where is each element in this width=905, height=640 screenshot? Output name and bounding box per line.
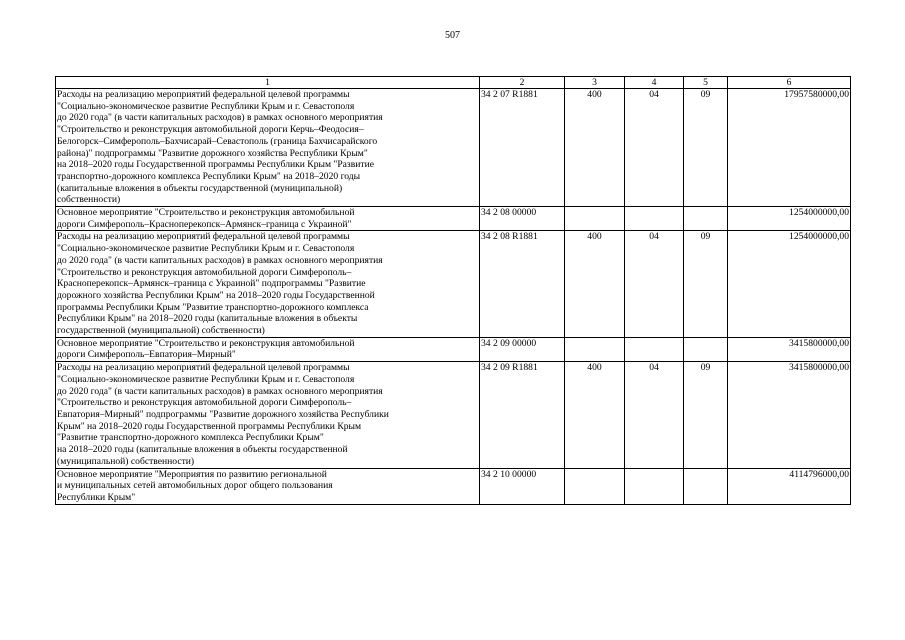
row-col-3 bbox=[565, 207, 625, 231]
row-amount: 3415800000,00 bbox=[728, 362, 851, 468]
budget-table bbox=[55, 76, 851, 505]
row-code: 34 2 09 R1881 bbox=[480, 362, 565, 468]
row-amount: 1254000000,00 bbox=[728, 207, 851, 231]
row-col-5: 09 bbox=[684, 231, 728, 337]
header-col-5: 5 bbox=[684, 77, 728, 89]
row-col-5: 09 bbox=[684, 89, 728, 207]
row-col-3: 400 bbox=[565, 89, 625, 207]
row-code: 34 2 10 00000 bbox=[480, 468, 565, 504]
table-row bbox=[56, 231, 851, 337]
header-col-2: 2 bbox=[480, 77, 565, 89]
row-col-3: 400 bbox=[565, 231, 625, 337]
row-code: 34 2 08 00000 bbox=[480, 207, 565, 231]
row-description: Основное мероприятие "Строительство и реконструкция автомобильной дороги Симферополь–Красноперекопск–Армянск–граница с Украиной" bbox=[56, 207, 480, 231]
row-amount: 1254000000,00 bbox=[728, 231, 851, 337]
row-code: 34 2 08 R1881 bbox=[480, 231, 565, 337]
row-description: Расходы на реализацию мероприятий федеральной целевой программы "Социально-экономическое развитие Республики Крым и г. Севастополя до 2020 года" (в части капитальных расходов) в рамках основного мероприятия "Строительство и реконструкция автомобильной дороги Симферополь– Евпатория–Мирный" подпрограммы "Развитие дорожного хозяйства Республики Крым" на 2018–2020 годы Государственной программы Республики Крым "Развитие транспортно-дорожного комплекса Республики Крым" на 2018–2020 годы (капитальные вложения в объекты государственной (муниципальной) собственности) bbox=[56, 362, 480, 468]
page-number: 507 bbox=[445, 30, 460, 41]
table-row bbox=[56, 207, 851, 231]
row-col-3 bbox=[565, 337, 625, 361]
row-col-3 bbox=[565, 468, 625, 504]
row-col-5 bbox=[684, 468, 728, 504]
row-description: Расходы на реализацию мероприятий федеральной целевой программы "Социально-экономическое развитие Республики Крым и г. Севастополя до 2020 года" (в части капитальных расходов) в рамках основного мероприятия "Строительство и реконструкция автомобильной дороги Керчь–Феодосия– Белогорск–Симферополь–Бахчисарай–Севастополь (граница Бахчисарайского района)" подпрограммы "Развитие дорожного хозяйства Республики Крым" на 2018–2020 годы Государственной программы Республики Крым "Развитие транспортно-дорожного комплекса Республики Крым" на 2018–2020 годы (капитальные вложения в объекты государственной (муниципальной) собственности) bbox=[56, 89, 480, 207]
row-col-4: 04 bbox=[625, 362, 684, 468]
row-description: Основное мероприятие "Строительство и реконструкция автомобильной дороги Симферополь–Евпатория–Мирный" bbox=[56, 337, 480, 361]
header-col-1: 1 bbox=[56, 77, 480, 89]
row-code: 34 2 09 00000 bbox=[480, 337, 565, 361]
row-col-5: 09 bbox=[684, 362, 728, 468]
row-col-4 bbox=[625, 337, 684, 361]
row-col-3: 400 bbox=[565, 362, 625, 468]
table-row bbox=[56, 89, 851, 207]
header-col-3: 3 bbox=[565, 77, 625, 89]
row-amount: 17957580000,00 bbox=[728, 89, 851, 207]
row-col-4: 04 bbox=[625, 231, 684, 337]
table-row bbox=[56, 468, 851, 504]
header-col-6: 6 bbox=[728, 77, 851, 89]
header-col-4: 4 bbox=[625, 77, 684, 89]
row-col-4 bbox=[625, 468, 684, 504]
table-row bbox=[56, 337, 851, 361]
row-col-4: 04 bbox=[625, 89, 684, 207]
row-description: Расходы на реализацию мероприятий федеральной целевой программы "Социально-экономическое развитие Республики Крым и г. Севастополя до 2020 года" (в части капитальных расходов) в рамках основного мероприятия "Строительство и реконструкция автомобильной дороги Симферополь– Красноперекопск–Армянск–граница с Украиной" подпрограммы "Развитие дорожного хозяйства Республики Крым" на 2018–2020 годы Государственной программы Республики Крым "Развитие транспортно-дорожного комплекса Республики Крым" на 2018–2020 годы (капитальные вложения в объекты государственной (муниципальной) собственности) bbox=[56, 231, 480, 337]
row-amount: 3415800000,00 bbox=[728, 337, 851, 361]
row-code: 34 2 07 R1881 bbox=[480, 89, 565, 207]
table-row bbox=[56, 362, 851, 468]
row-col-4 bbox=[625, 207, 684, 231]
row-description: Основное мероприятие "Мероприятия по развитию региональной и муниципальных сетей автомобильных дорог общего пользования Республики Крым" bbox=[56, 468, 480, 504]
row-amount: 4114796000,00 bbox=[728, 468, 851, 504]
table-header-row bbox=[56, 77, 851, 89]
row-col-5 bbox=[684, 207, 728, 231]
row-col-5 bbox=[684, 337, 728, 361]
